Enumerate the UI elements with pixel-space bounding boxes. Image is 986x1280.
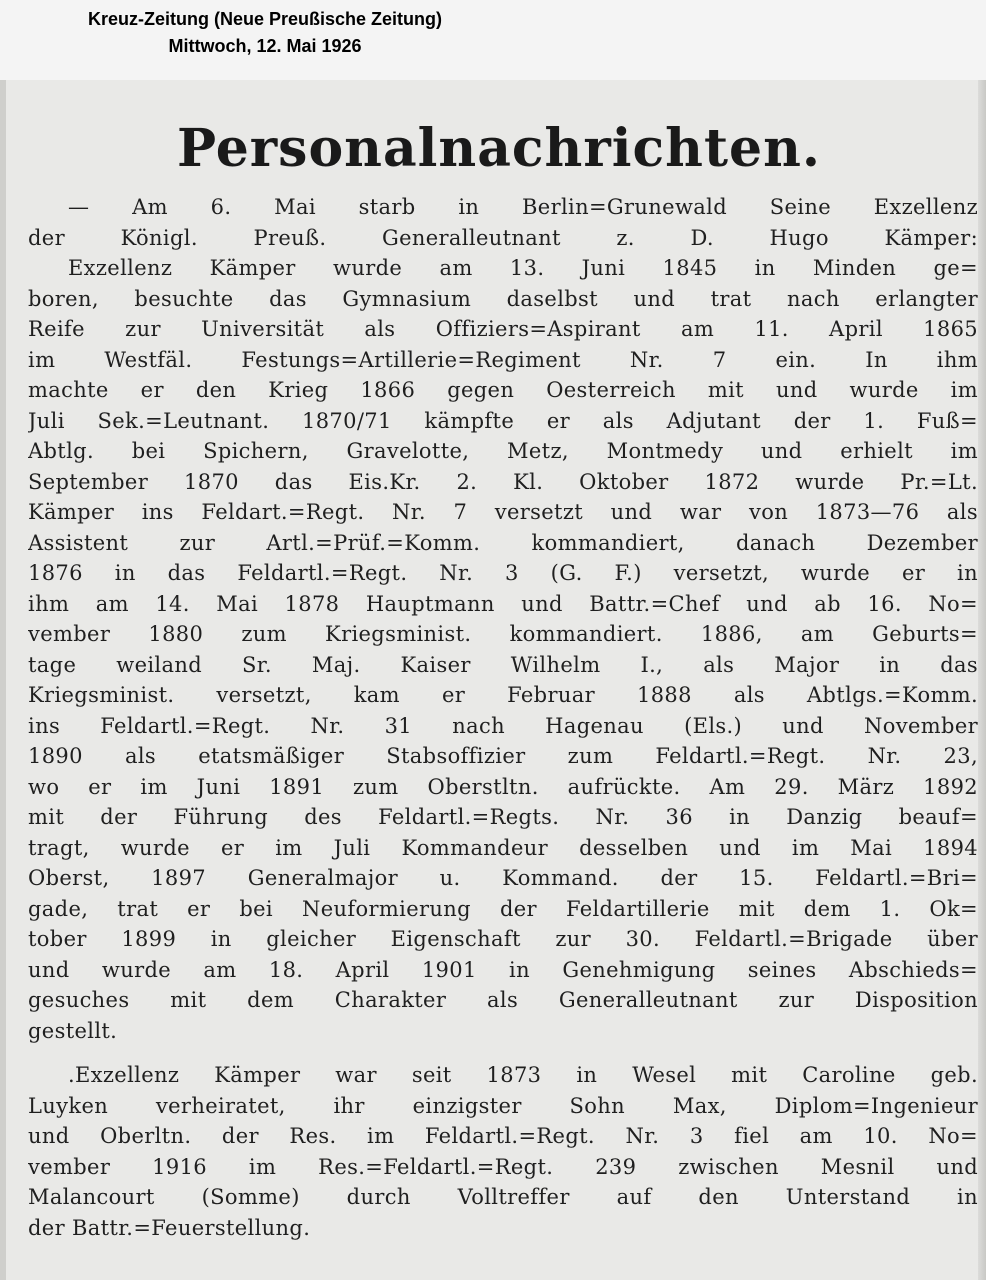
article-line: September 1870 das Eis.Kr. 2. Kl. Oktober 1872 wurde Pr.=Lt.	[28, 469, 978, 494]
article-line: gade, trat er bei Neuformierung der Feldartillerie mit dem 1. Ok=	[28, 896, 978, 921]
publication-name: Kreuz-Zeitung (Neue Preußische Zeitung)	[87, 9, 443, 29]
article-line: gesuches mit dem Charakter als Generalleutnant zur Disposition	[28, 988, 978, 1012]
article-line: Luyken verheiratet, ihr einzigster Sohn Max, Diplom=Ingenieur	[28, 1093, 978, 1118]
article-line: 1876 in das Feldartl.=Regt. Nr. 3 (G. F.) versetzt, wurde er in	[28, 561, 978, 585]
source-header	[0, 0, 986, 80]
article-line: vember 1880 zum Kriegsminist. kommandiert. 1886, am Geburts=	[28, 622, 978, 646]
article-line: Malancourt (Somme) durch Volltreffer auf den Unterstand in	[28, 1185, 978, 1209]
article-line: gestellt.	[28, 1018, 118, 1043]
publication-date: Mittwoch, 12. Mai 1926	[168, 36, 362, 56]
article-line: machte er den Krieg 1866 gegen Oesterreich mit und wurde im	[28, 378, 978, 402]
newspaper-clipping	[0, 80, 986, 1280]
article-line: wo er im Juni 1891 zum Oberstltn. aufrückte. Am 29. März 1892	[28, 774, 978, 799]
article-line: 1890 als etatsmäßiger Stabsoffizier zum Feldartl.=Regt. Nr. 23,	[28, 744, 978, 768]
article-line: ihm am 14. Mai 1878 Hauptmann und Battr.=Chef und ab 16. No=	[28, 591, 978, 616]
article-line: tragt, wurde er im Juli Kommandeur desselben und im Mai 1894	[28, 835, 978, 860]
article-body	[28, 192, 978, 1243]
article-line: .Exzellenz Kämper war seit 1873 in Wesel mit Caroline geb.	[68, 1063, 978, 1087]
article-line: Exzellenz Kämper wurde am 13. Juni 1845 in Minden ge=	[68, 256, 978, 280]
article-line: Oberst, 1897 Generalmajor u. Kommand. der 15. Feldartl.=Bri=	[28, 866, 978, 890]
article-line: Reife zur Universität als Offiziers=Aspirant am 11. April 1865	[28, 317, 978, 341]
article-line: Assistent zur Artl.=Prüf.=Komm. kommandiert, danach Dezember	[28, 530, 978, 555]
article-line: tober 1899 in gleicher Eigenschaft zur 30. Feldartl.=Brigade über	[28, 927, 978, 951]
article-line: Abtlg. bei Spichern, Gravelotte, Metz, Montmedy und erhielt im	[28, 439, 978, 463]
article-line: tage weiland Sr. Maj. Kaiser Wilhelm I., als Major in das	[28, 652, 978, 677]
article-line: Juli Sek.=Leutnant. 1870/71 kämpfte er als Adjutant der 1. Fuß=	[28, 408, 978, 433]
article-line: vember 1916 im Res.=Feldartl.=Regt. 239 zwischen Mesnil und	[28, 1154, 978, 1179]
article-line: Kriegsminist. versetzt, kam er Februar 1888 als Abtlgs.=Komm.	[28, 683, 978, 707]
article-headline: Personalnachrichten.	[177, 118, 821, 179]
article-line: der Battr.=Feuerstellung.	[28, 1215, 311, 1240]
clipping-edge	[978, 80, 986, 1280]
article-line: Kämper ins Feldart.=Regt. Nr. 7 versetzt und war von 1873—76 als	[28, 500, 978, 524]
article-line: der Königl. Preuß. Generalleutnant z. D. Hugo Kämper:	[28, 225, 978, 250]
article-line: boren, besuchte das Gymnasium daselbst und trat nach erlangter	[28, 286, 978, 311]
article-line: mit der Führung des Feldartl.=Regts. Nr. 36 in Danzig beauf=	[28, 805, 978, 829]
paragraph-gap	[28, 1046, 978, 1060]
article-line: ins Feldartl.=Regt. Nr. 31 nach Hagenau (Els.) und November	[28, 713, 978, 738]
article-line: und Oberltn. der Res. im Feldartl.=Regt. Nr. 3 fiel am 10. No=	[28, 1124, 978, 1148]
article-line: und wurde am 18. April 1901 in Genehmigung seines Abschieds=	[28, 957, 978, 982]
article-line: im Westfäl. Festungs=Artillerie=Regiment Nr. 7 ein. In ihm	[28, 347, 978, 372]
article-line: — Am 6. Mai starb in Berlin=Grunewald Seine Exzellenz	[68, 195, 978, 219]
